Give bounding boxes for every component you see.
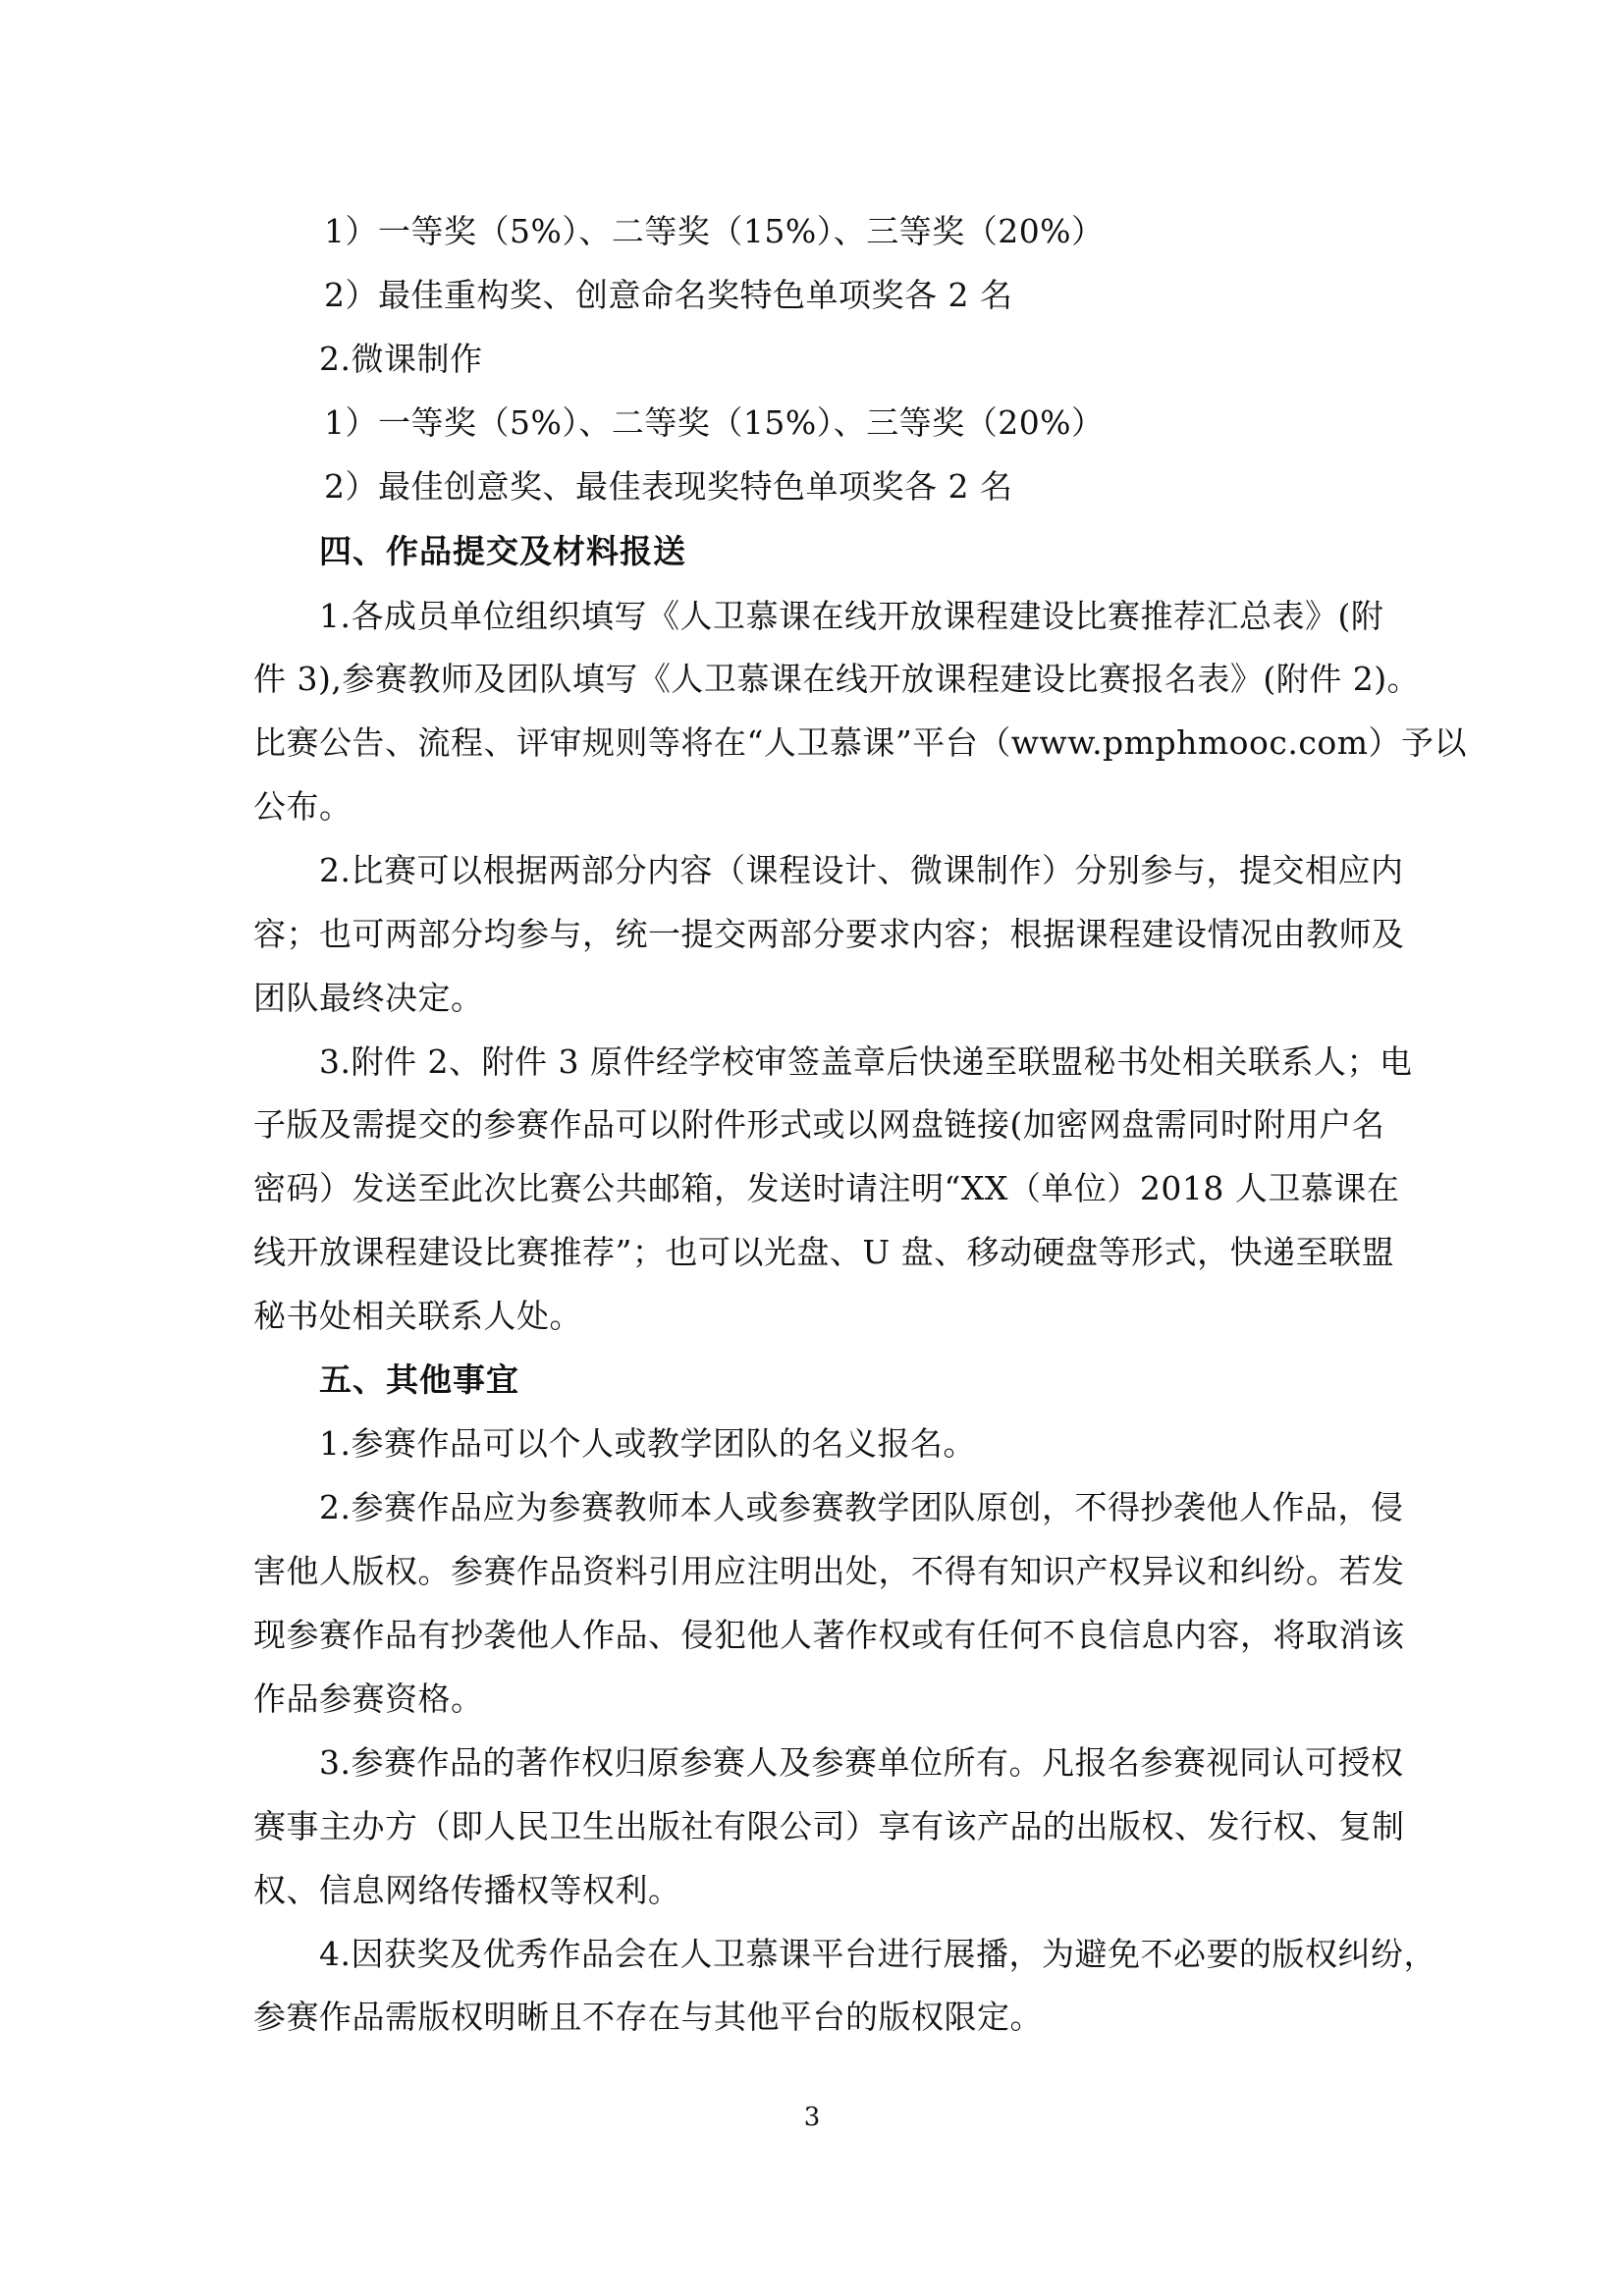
- paragraph-line: 现参赛作品有抄袭他人作品、侵犯他人著作权或有任何不良信息内容，将取消该: [253, 1616, 1405, 1654]
- award-line: 1）一等奖（5%）、二等奖（15%）、三等奖（20%）: [324, 212, 1105, 250]
- paragraph-line: 赛事主办方（即人民卫生出版社有限公司）享有该产品的出版权、发行权、复制: [253, 1807, 1405, 1845]
- paragraph-line: 比赛公告、流程、评审规则等将在“人卫慕课”平台（www.pmphmooc.com）予以: [253, 723, 1467, 762]
- paragraph-line: 2.参赛作品应为参赛教师本人或参赛教学团队原创，不得抄袭他人作品，侵: [319, 1488, 1404, 1526]
- paragraph-line: 团队最终决定。: [253, 979, 484, 1017]
- paragraph-line: 密码）发送至此次比赛公共邮箱，发送时请注明“XX（单位）2018 人卫慕课在: [253, 1169, 1400, 1207]
- paragraph-line: 公布。: [253, 787, 352, 826]
- page-number: 3: [803, 2103, 821, 2132]
- paragraph-line: 权、信息网络传播权等权利。: [253, 1871, 681, 1909]
- award-line: 1）一等奖（5%）、二等奖（15%）、三等奖（20%）: [324, 403, 1105, 442]
- paragraph-line: 子版及需提交的参赛作品可以附件形式或以网盘链接(加密网盘需同时附用户名: [253, 1105, 1385, 1144]
- paragraph-line: 容；也可两部分均参与，统一提交两部分要求内容；根据课程建设情况由教师及: [253, 915, 1405, 953]
- paragraph-line: 2.比赛可以根据两部分内容（课程设计、微课制作）分别参与，提交相应内: [319, 851, 1404, 889]
- paragraph-line: 3.参赛作品的著作权归原参赛人及参赛单位所有。凡报名参赛视同认可授权: [319, 1743, 1404, 1782]
- paragraph-line: 作品参赛资格。: [253, 1680, 484, 1718]
- section-heading: 四、作品提交及材料报送: [319, 532, 686, 570]
- paragraph-line: 秘书处相关联系人处。: [253, 1297, 582, 1335]
- paragraph-line: 3.附件 2、附件 3 原件经学校审签盖章后快递至联盟秘书处相关联系人；电: [319, 1042, 1413, 1081]
- paragraph-line: 1.各成员单位组织填写《人卫慕课在线开放课程建设比赛推荐汇总表》(附: [319, 597, 1384, 635]
- paragraph-line: 参赛作品需版权明晰且不存在与其他平台的版权限定。: [253, 1998, 1043, 2036]
- paragraph-line: 害他人版权。参赛作品资料引用应注明出处，不得有知识产权异议和纠纷。若发: [253, 1552, 1405, 1590]
- award-line: 2）最佳创意奖、最佳表现奖特色单项奖各 2 名: [324, 467, 1013, 506]
- section-heading: 五、其他事宜: [319, 1361, 519, 1399]
- paragraph-line: 线开放课程建设比赛推荐”；也可以光盘、U 盘、移动硬盘等形式，快递至联盟: [253, 1233, 1395, 1271]
- paragraph-line: 件 3),参赛教师及团队填写《人卫慕课在线开放课程建设比赛报名表》(附件 2)。: [253, 660, 1421, 698]
- paragraph-line: 4.因获奖及优秀作品会在人卫慕课平台进行展播，为避免不必要的版权纠纷，: [319, 1935, 1436, 1973]
- paragraph-line: 1.参赛作品可以个人或教学团队的名义报名。: [319, 1424, 976, 1463]
- subsection-heading: 2.微课制作: [319, 340, 483, 378]
- award-line: 2）最佳重构奖、创意命名奖特色单项奖各 2 名: [324, 276, 1013, 314]
